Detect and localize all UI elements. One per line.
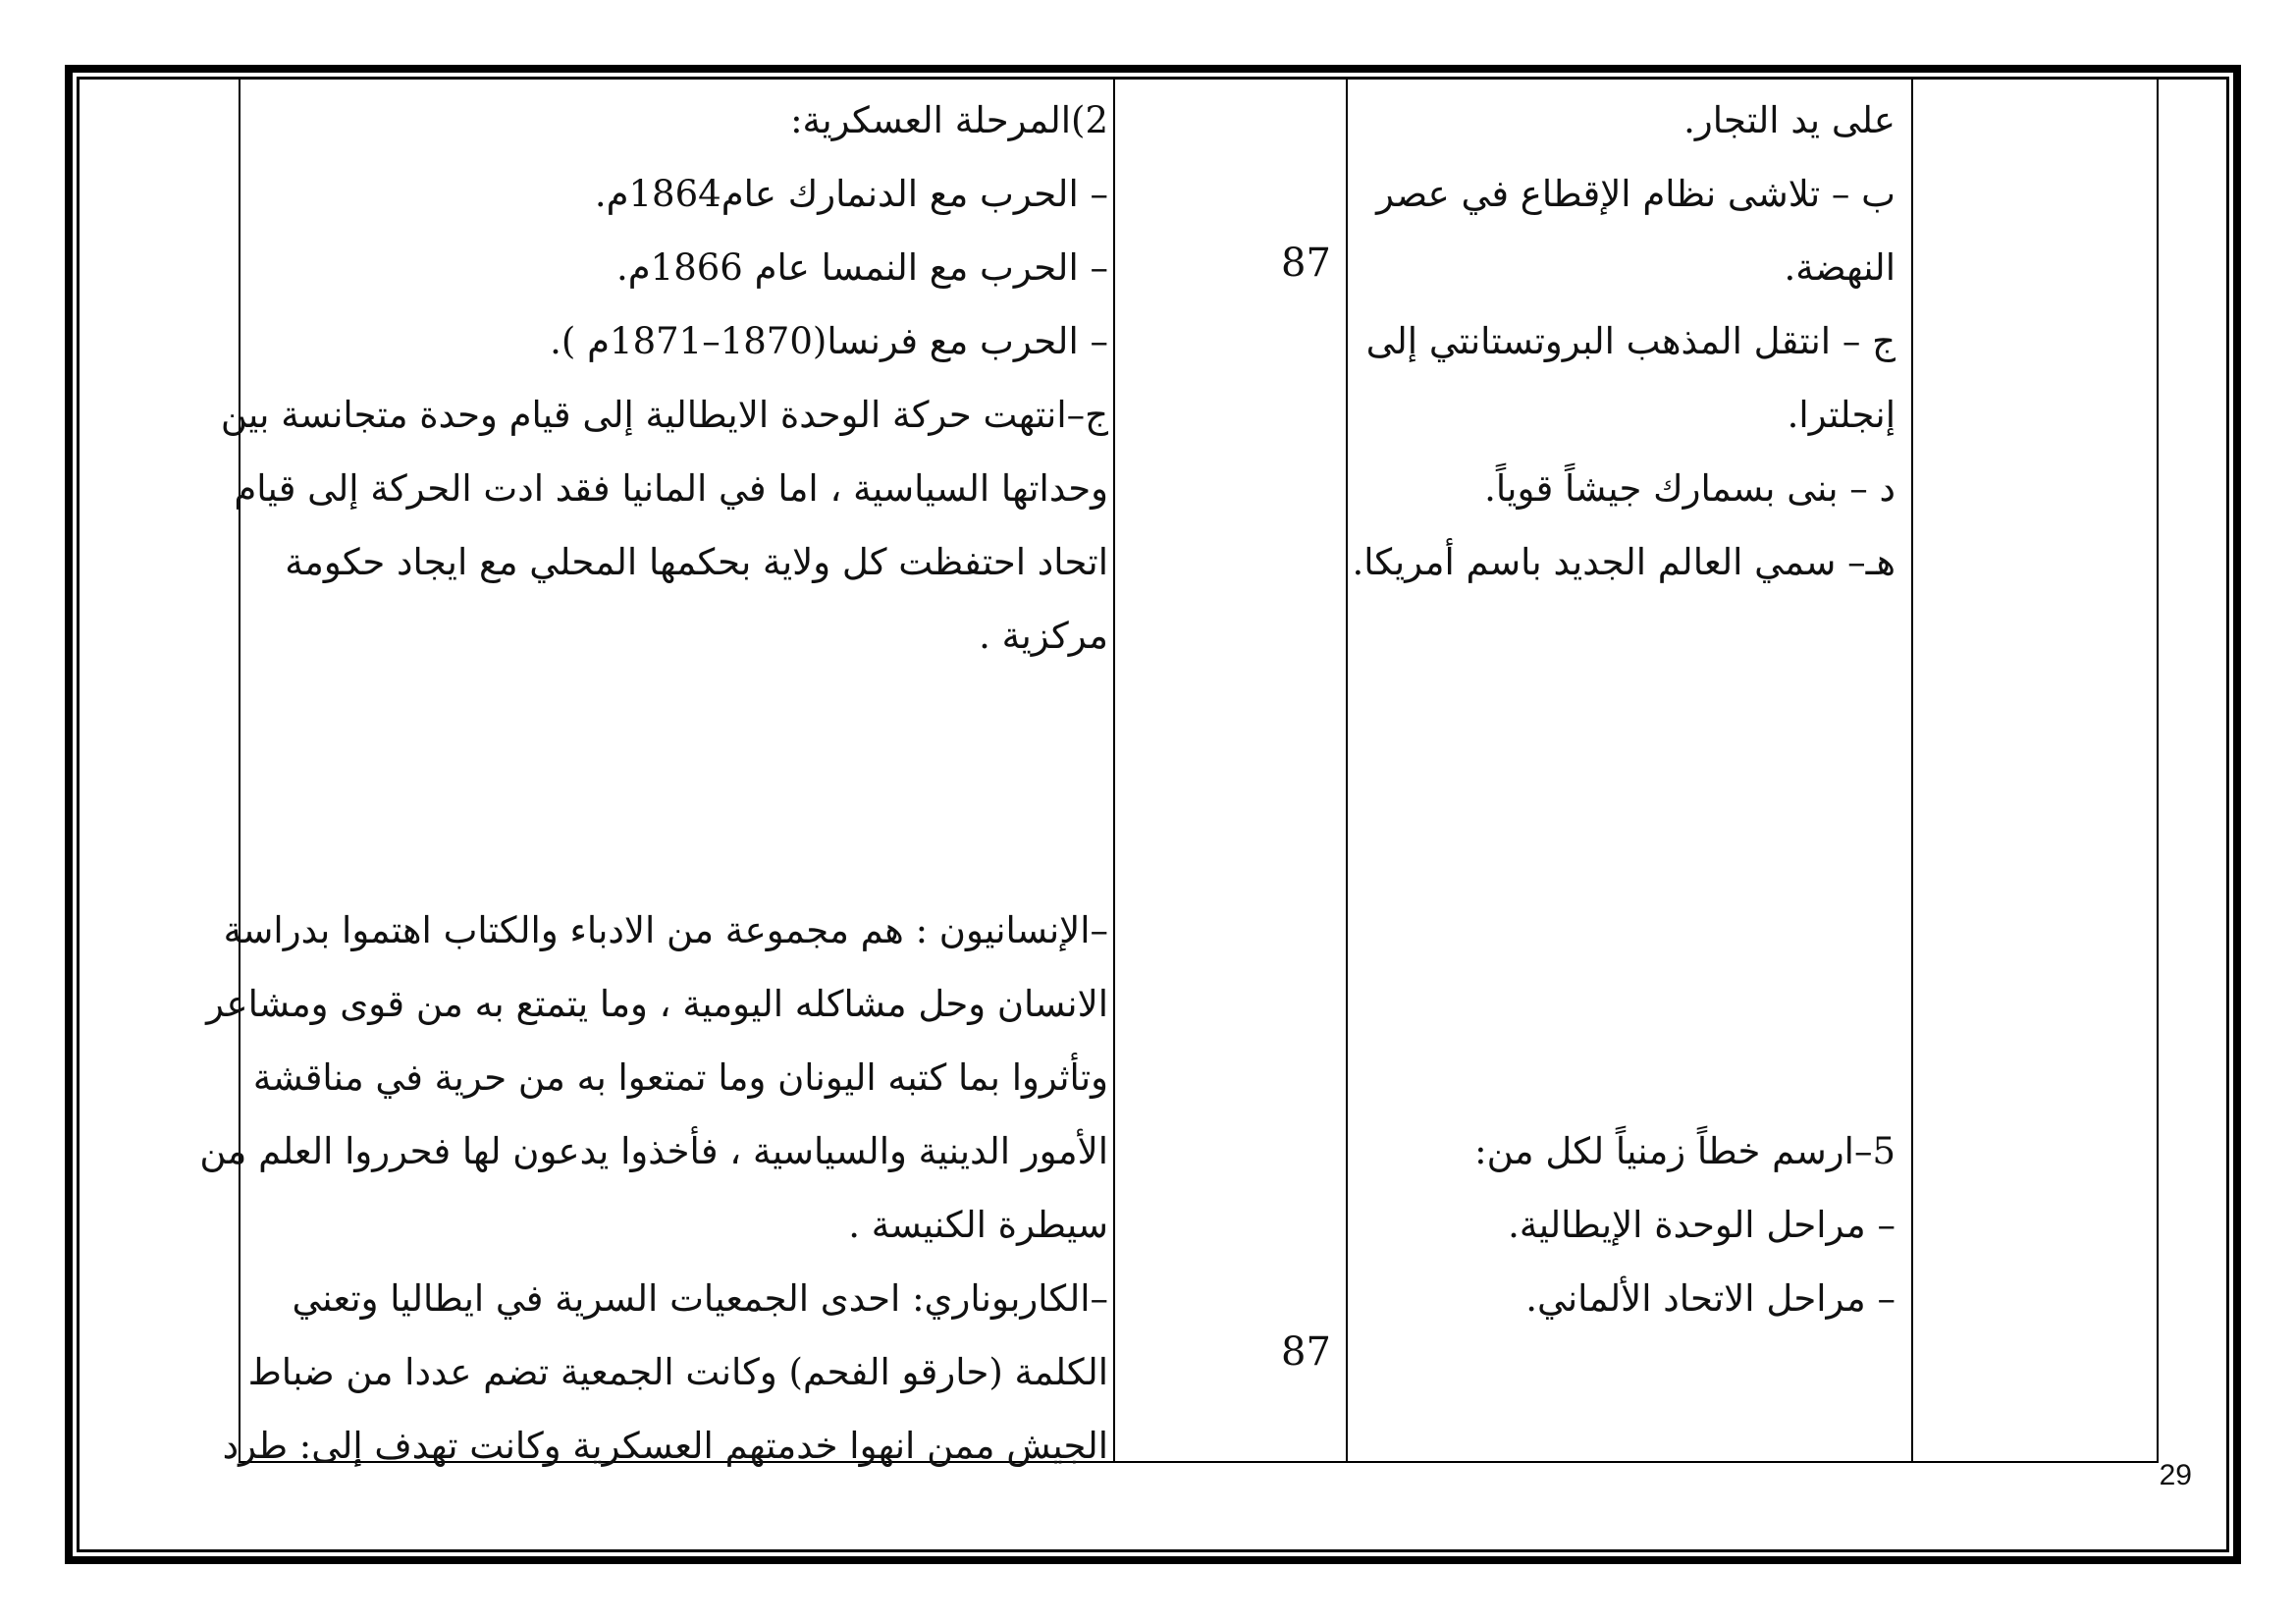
page-number: 29	[2159, 1459, 2192, 1491]
question-line: على يد التجار.	[1683, 99, 1896, 141]
question-line: – مراحل الاتحاد الألماني.	[1525, 1277, 1896, 1320]
main-line: الكلمة (حارقو الفحم) وكانت الجمعية تضم عددا من ضباط	[247, 1351, 1108, 1393]
main-blank-line	[441, 820, 1108, 893]
table-divider-main	[1113, 77, 1115, 1463]
main-line: –الإنسانيون : هم مجموعة من الادباء والكتاب اهتموا بدراسة	[223, 909, 1108, 951]
question-blank-line	[1365, 746, 1896, 820]
page-reference-top: 87	[1281, 241, 1331, 286]
table-divider-page	[1346, 77, 1348, 1463]
main-line: 2)المرحلة العسكرية:	[790, 99, 1108, 141]
main-line: سيطرة الكنيسة .	[848, 1204, 1108, 1246]
question-line: د – بنى بسمارك جيشاً قوياً.	[1484, 467, 1896, 510]
question-line: – مراحل الوحدة الإيطالية.	[1508, 1204, 1896, 1246]
questions-column	[1352, 83, 1896, 1335]
main-line: الانسان وحل مشاكله اليومية ، وما يتمتع به من قوى ومشاعر	[206, 983, 1108, 1025]
main-content-column	[199, 83, 1108, 1483]
main-line: – الحرب مع النمسا عام 1866م.	[616, 246, 1108, 289]
main-line: – الحرب مع الدنمارك عام1864م.	[594, 173, 1108, 215]
question-blank-line	[1365, 893, 1896, 967]
main-line: اتحاد احتفظت كل ولاية بحكمها المحلي مع ايجاد حكومة	[285, 541, 1108, 583]
question-blank-line	[1365, 599, 1896, 673]
question-blank-line	[1365, 1041, 1896, 1114]
main-line: – الحرب مع فرنسا(1870–1871م ).	[550, 320, 1108, 362]
question-line: ب – تلاشى نظام الإقطاع في عصر	[1376, 173, 1896, 215]
main-line: الأمور الدينية والسياسية ، فأخذوا يدعون لها فحرروا العلم من	[199, 1130, 1108, 1172]
main-line: مركزية .	[979, 615, 1108, 657]
question-line: إنجلترا.	[1787, 394, 1896, 436]
main-blank-line	[441, 746, 1108, 820]
table-border-right	[2157, 77, 2159, 1463]
question-line: هـ– سمي العالم الجديد باسم أمريكا.	[1352, 541, 1896, 583]
main-line: الجيش ممن انهوا خدمتهم العسكرية وكانت تهدف إلى: طرد	[222, 1425, 1108, 1467]
question-blank-line	[1365, 820, 1896, 893]
main-line: وحداتها السياسية ، اما في المانيا فقد ادت الحركة إلى قيام	[234, 467, 1108, 510]
question-blank-line	[1365, 967, 1896, 1041]
page-reference-bottom: 87	[1281, 1329, 1331, 1375]
question-line: ج – انتقل المذهب البروتستانتي إلى	[1365, 320, 1896, 362]
question-blank-line	[1365, 673, 1896, 746]
question-line: النهضة.	[1784, 246, 1896, 289]
table-divider-question	[1911, 77, 1913, 1463]
main-line: ج–انتهت حركة الوحدة الايطالية إلى قيام وحدة متجانسة بين	[220, 394, 1108, 436]
table-border-left	[239, 77, 240, 1463]
question-line: 5–ارسم خطاً زمنياً لكل من:	[1474, 1130, 1896, 1172]
main-line: وتأثروا بما كتبه اليونان وما تمتعوا به من حرية في مناقشة	[252, 1056, 1108, 1099]
main-blank-line	[441, 673, 1108, 746]
main-line: –الكاربوناري: احدى الجمعيات السرية في ايطاليا وتعني	[292, 1277, 1108, 1320]
